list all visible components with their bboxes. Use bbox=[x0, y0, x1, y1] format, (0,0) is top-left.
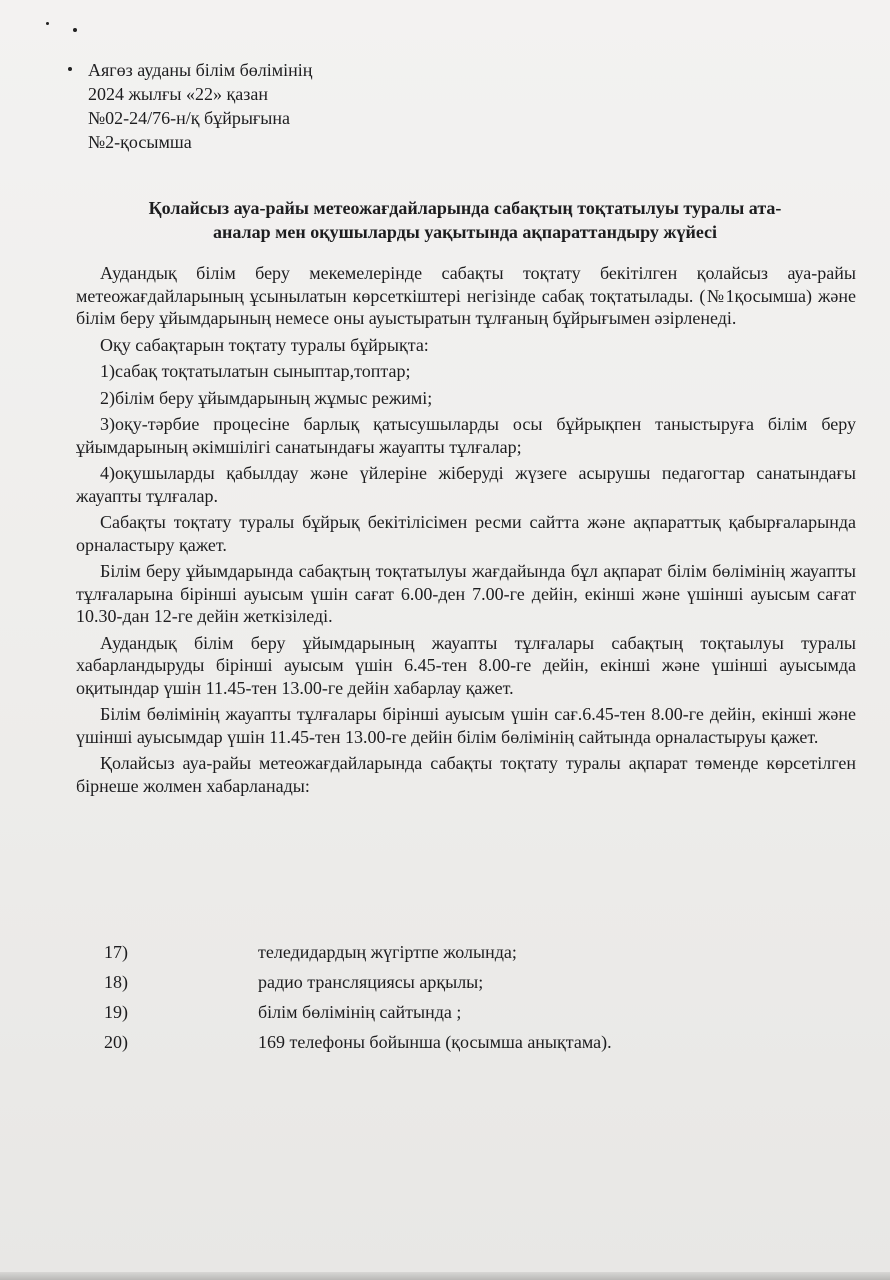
bullet-dot bbox=[68, 67, 72, 71]
paragraph: Аудандық білім беру мекемелерінде сабақты тоқтату бекітілген қолайсыз ауа-райы метеожағдайларының ұсынылатын көрсеткіштері негізінде сабақ тоқтатылады. (№1қосымша) және білім беру ұйымдарының немесе оны ауыстыратын тұлғаның бұйрығымен әзірленеді. bbox=[76, 263, 856, 328]
paragraph: 4)оқушыларды қабылдау және үйлеріне жіберуді жүзеге асырушы педагогтар санатындағы жауапты тұлғалар. bbox=[76, 463, 856, 506]
list-item-number: 19) bbox=[104, 1002, 128, 1022]
notification-methods-list bbox=[104, 937, 612, 1057]
scan-dot-mark bbox=[46, 22, 49, 25]
list-item-number: 18) bbox=[104, 972, 128, 992]
page-bottom-edge bbox=[0, 1272, 890, 1280]
list-item bbox=[104, 1027, 612, 1057]
header-line-department: Аягөз ауданы білім бөлімінің bbox=[88, 60, 313, 80]
title-line-2: аналар мен оқушыларды уақытында ақпараттандыру жүйесі bbox=[212, 222, 718, 242]
title-line-1: Қолайсыз ауа-райы метеожағдайларында сабақтың тоқтатылуы туралы ата- bbox=[148, 198, 782, 218]
header-line-order-number: №02-24/76-н/қ бұйрығына bbox=[88, 108, 291, 128]
list-item bbox=[104, 937, 612, 967]
scan-dot-mark bbox=[73, 28, 77, 32]
paragraph: 2)білім беру ұйымдарының жұмыс режимі; bbox=[100, 387, 433, 408]
paragraph: Қолайсыз ауа-райы метеожағдайларында сабақты тоқтату туралы ақпарат төменде көрсетілген бірнеше жолмен хабарланады: bbox=[76, 753, 856, 796]
paragraph: 1)сабақ тоқтатылатын сыныптар,топтар; bbox=[100, 361, 411, 381]
document-body bbox=[76, 262, 856, 797]
paragraph: Аудандық білім беру ұйымдарының жауапты тұлғалары сабақтың тоқтаылуы туралы хабарландыруды бірінші ауысым үшін 6.45-тен 8.00-ге дейін, екінші және үшінші ауысымда оқитындар үшін 11.45-тен 13.00-ге дейін хабарлау қажет. bbox=[76, 632, 856, 698]
header-line-date: 2024 жылғы «22» қазан bbox=[88, 84, 268, 104]
paragraph: Сабақты тоқтату туралы бұйрық бекітілісімен ресми сайтта және ақпараттық қабырғаларында орналастыру қажет. bbox=[76, 512, 856, 555]
list-item-text: 169 телефоны бойынша (қосымша анықтама). bbox=[258, 1032, 612, 1052]
paragraph: 3)оқу-тәрбие процесіне барлық қатысушыларды осы бұйрықпен таныстыруға білім беру ұйымдарының әкімшілігі санатындағы жауапты тұлғалар; bbox=[76, 414, 856, 457]
list-item-text: теледидардың жүгіртпе жолында; bbox=[258, 942, 517, 962]
list-item bbox=[104, 967, 612, 997]
list-item-text: білім бөлімінің сайтында ; bbox=[258, 1002, 462, 1022]
list-item-text: радио трансляциясы арқылы; bbox=[258, 972, 484, 992]
document-title bbox=[70, 196, 860, 244]
paragraph: Оқу сабақтарын тоқтату туралы бұйрықта: bbox=[100, 334, 429, 355]
paragraph: Білім беру ұйымдарында сабақтың тоқтатылуы жағдайында бұл ақпарат білім бөлімінің жауапты тұлғаларына бірінші ауысым үшін сағат 6.00-ден 7.00-ге дейін, екінші және үшінші ауысым сағат 10.30-дан 12-ге дейін жеткізіледі. bbox=[76, 561, 856, 626]
appendix-header bbox=[88, 58, 312, 154]
list-item-number: 17) bbox=[104, 942, 128, 962]
header-line-appendix-number: №2-қосымша bbox=[88, 132, 192, 152]
list-item-number: 20) bbox=[104, 1032, 128, 1052]
paragraph: Білім бөлімінің жауапты тұлғалары бірінші ауысым үшін сағ.6.45-тен 8.00-ге дейін, екінші және үшінші ауысымдар үшін 11.45-тен 13.00-ге дейін білім бөлімінің сайтында орналастыруы қажет. bbox=[76, 704, 856, 747]
list-item bbox=[104, 997, 612, 1027]
